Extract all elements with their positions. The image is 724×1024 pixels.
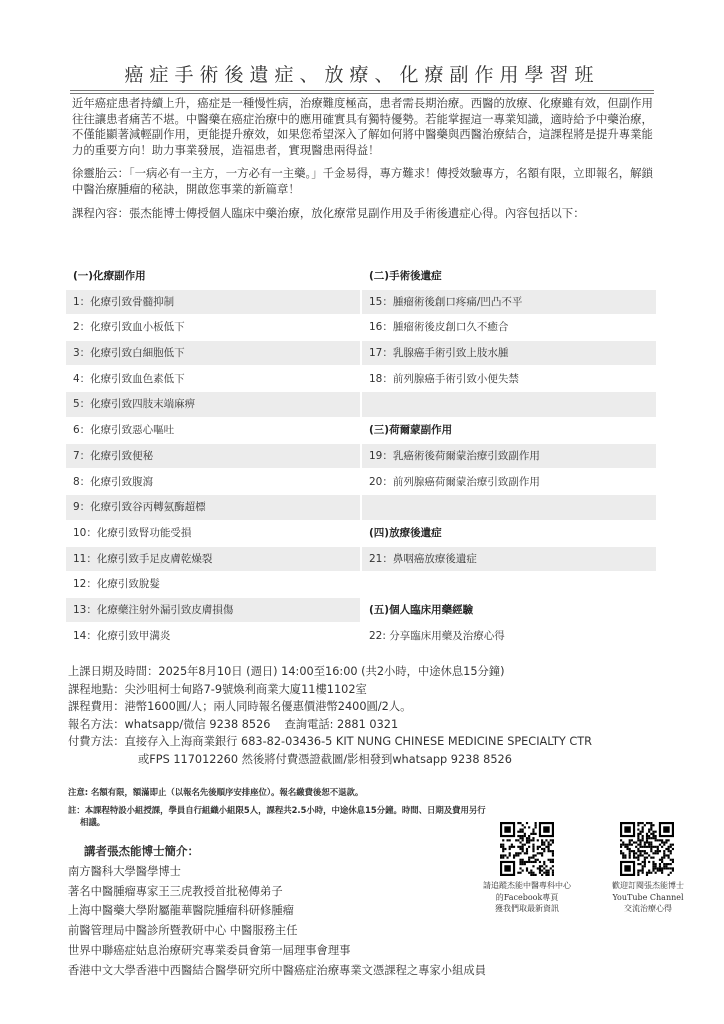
- facebook-qr-code-icon[interactable]: [500, 822, 554, 876]
- course-item: [362, 392, 656, 416]
- course-item: 6：化療引致惡心嘔吐: [73, 424, 175, 437]
- course-item: 18：前列腺癌手術引致小便失禁: [369, 372, 519, 385]
- course-date: 上課日期及時間：2025年8月10日 (週日) 14:00至16:00 (共2小時，中途休息15分鐘): [68, 665, 505, 678]
- course-item: 8：化療引致腹瀉: [73, 475, 154, 488]
- course-item: 21：鼻咽癌放療後遺症: [362, 547, 656, 571]
- course-item: 4：化療引致血色素低下: [73, 372, 185, 385]
- speaker-line: 上海中醫藥大學附屬龍華醫院腫瘤科研修腫瘤: [68, 904, 294, 918]
- table-row: [66, 521, 656, 545]
- course-item: 15：腫瘤術後創口疼痛/凹凸不平: [362, 290, 656, 314]
- section-heading: (五)個人臨床用藥經驗: [369, 603, 474, 616]
- course-item: 19：乳癌術後荷爾蒙治療引致副作用: [362, 444, 656, 468]
- table-row: [66, 444, 656, 468]
- course-item: 22: 分享臨床用藥及治療心得: [369, 629, 505, 642]
- course-venue: 課程地點：尖沙咀柯士甸路7-9號煥利商業大廈11樓1102室: [68, 682, 367, 696]
- table-row: [66, 470, 656, 494]
- course-item: 20：前列腺癌荷爾蒙治療引致副作用: [369, 475, 540, 488]
- youtube-qr-caption: 歡迎訂閱張杰能博士 YouTube Channel 交流治療心得: [612, 881, 684, 913]
- table-row: [66, 392, 656, 416]
- signup-method: 報名方法：whatsapp/微信 9238 8526: [68, 717, 271, 731]
- course-item: 5：化療引致四肢末端麻痹: [66, 392, 360, 416]
- table-row: [66, 341, 656, 365]
- enquiry-phone: 查詢電話: 2881 0321: [284, 717, 399, 731]
- course-item: 1：化療引致骨髓抑制: [66, 290, 360, 314]
- table-row: [66, 315, 656, 339]
- facebook-qr-caption: 請追蹤杰能中醫專科中心 的Facebook專頁 獲我們取最新資訊: [483, 881, 571, 913]
- note-quota: 注意: 名額有限，額滿即止（以報名先後順序安排座位）。報名繳費後恕不退款。: [68, 787, 364, 797]
- course-item: 13：化療藥注射外漏引致皮膚損傷: [66, 598, 360, 622]
- table-row: [66, 572, 656, 596]
- schedule-section: [68, 663, 668, 769]
- course-item: 14：化療引致甲溝炎: [73, 629, 171, 642]
- title-divider: [70, 90, 654, 94]
- course-item: 9：化療引致谷丙轉氨酶超標: [66, 495, 360, 519]
- course-item: 10：化療引致腎功能受損: [73, 526, 192, 539]
- speaker-heading: 講者張杰能博士簡介：: [84, 844, 199, 858]
- note-group-class: 註：本課程特設小組授課，學員自行組織小組限5人，課程共2.5小時，中途休息15分鐘。時間、日期及費用另行相議。: [68, 805, 486, 827]
- table-row: [66, 290, 656, 314]
- section-heading: (三)荷爾蒙副作用: [369, 424, 453, 437]
- course-content-table: [66, 264, 656, 649]
- table-row: [66, 264, 656, 288]
- notes-section: [68, 786, 488, 828]
- speaker-line: 香港中文大學香港中西醫結合醫學研究所中醫癌症治療專業文憑課程之專家小組成員: [68, 963, 486, 977]
- table-row: [66, 367, 656, 391]
- section-heading: (一)化療副作用: [73, 270, 146, 282]
- youtube-qr-code-icon[interactable]: [620, 822, 674, 876]
- course-item: 17：乳腺癌手術引致上肢水腫: [362, 341, 656, 365]
- speaker-line: 南方醫科大學醫學博士: [68, 864, 181, 878]
- table-row: [66, 495, 656, 519]
- speaker-line: 世界中聯癌症姑息治療研究專業委員會第一屆理事會理事: [68, 943, 351, 957]
- payment-method: 付費方法：直接存入上海商業銀行 683-82-03436-5 KIT NUNG CHINESE MEDICINE SPECIALTY CTR: [68, 735, 593, 749]
- course-item: [362, 495, 656, 519]
- payment-method-alt: 或FPS 117012260 然後將付費憑證截圖/影相發到whatsapp 9238 8526: [138, 752, 512, 766]
- intro-paragraph-1: 近年癌症患者持續上升，癌症是一種慢性病，治療難度極高，患者需長期治療。西醫的放療、化療雖有效，但副作用往往讓患者痛苦不堪。中醫藥在癌症治療中的應用確實具有獨特優勢。若能掌握這一專業知識，適時給予中藥治療，不僅能顯著減輕副作用，更能提升療效，如果您希望深入了解如何將中醫藥與西醫治療結合，這課程將是提升專業能力的重要方向！助力事業發展，造福患者，實現醫患兩得益！: [72, 96, 653, 157]
- section-heading: (二)手術後遺症: [369, 270, 442, 282]
- table-row: [66, 598, 656, 622]
- course-item: 16：腫瘤術後皮創口久不癒合: [369, 321, 509, 334]
- course-item: 11：化療引致手足皮膚乾燥裂: [66, 547, 360, 571]
- course-fee: 課程費用：港幣1600圓/人；兩人同時報名優惠價港幣2400圓/2人。: [68, 700, 412, 714]
- section-heading: (四)放療後遺症: [369, 526, 442, 539]
- course-item: 12：化療引致脫髮: [73, 578, 160, 591]
- intro-paragraph-2: 徐靈胎云：「一病必有一主方，一方必有一主藥。」千金易得，專方難求！傳授效驗專方，名額有限，立即報名，解鎖中醫治療腫瘤的秘訣，開啟您事業的新篇章！: [72, 166, 653, 196]
- table-row: [66, 547, 656, 571]
- course-item: 2：化療引致血小板低下: [73, 321, 185, 334]
- speaker-line: 前醫管理局中醫診所暨教研中心 中醫服務主任: [68, 924, 298, 938]
- course-item: 7：化療引致便秘: [66, 444, 360, 468]
- signup-line: [68, 716, 668, 734]
- page-title: 癌症手術後遺症、放療、化療副作用學習班: [124, 64, 600, 86]
- intro-section: [72, 96, 656, 229]
- intro-paragraph-3: 課程內容：張杰能博士傳授個人臨床中藥治療，放化療常見副作用及手術後遺症心得。內容包括以下：: [72, 205, 585, 220]
- table-row: [66, 418, 656, 442]
- course-item: 3：化療引致白細胞低下: [66, 341, 360, 365]
- course-item: [362, 572, 656, 596]
- speaker-line: 著名中醫腫瘤專家王三虎教授首批秘傳弟子: [68, 884, 283, 898]
- table-row: [66, 624, 656, 648]
